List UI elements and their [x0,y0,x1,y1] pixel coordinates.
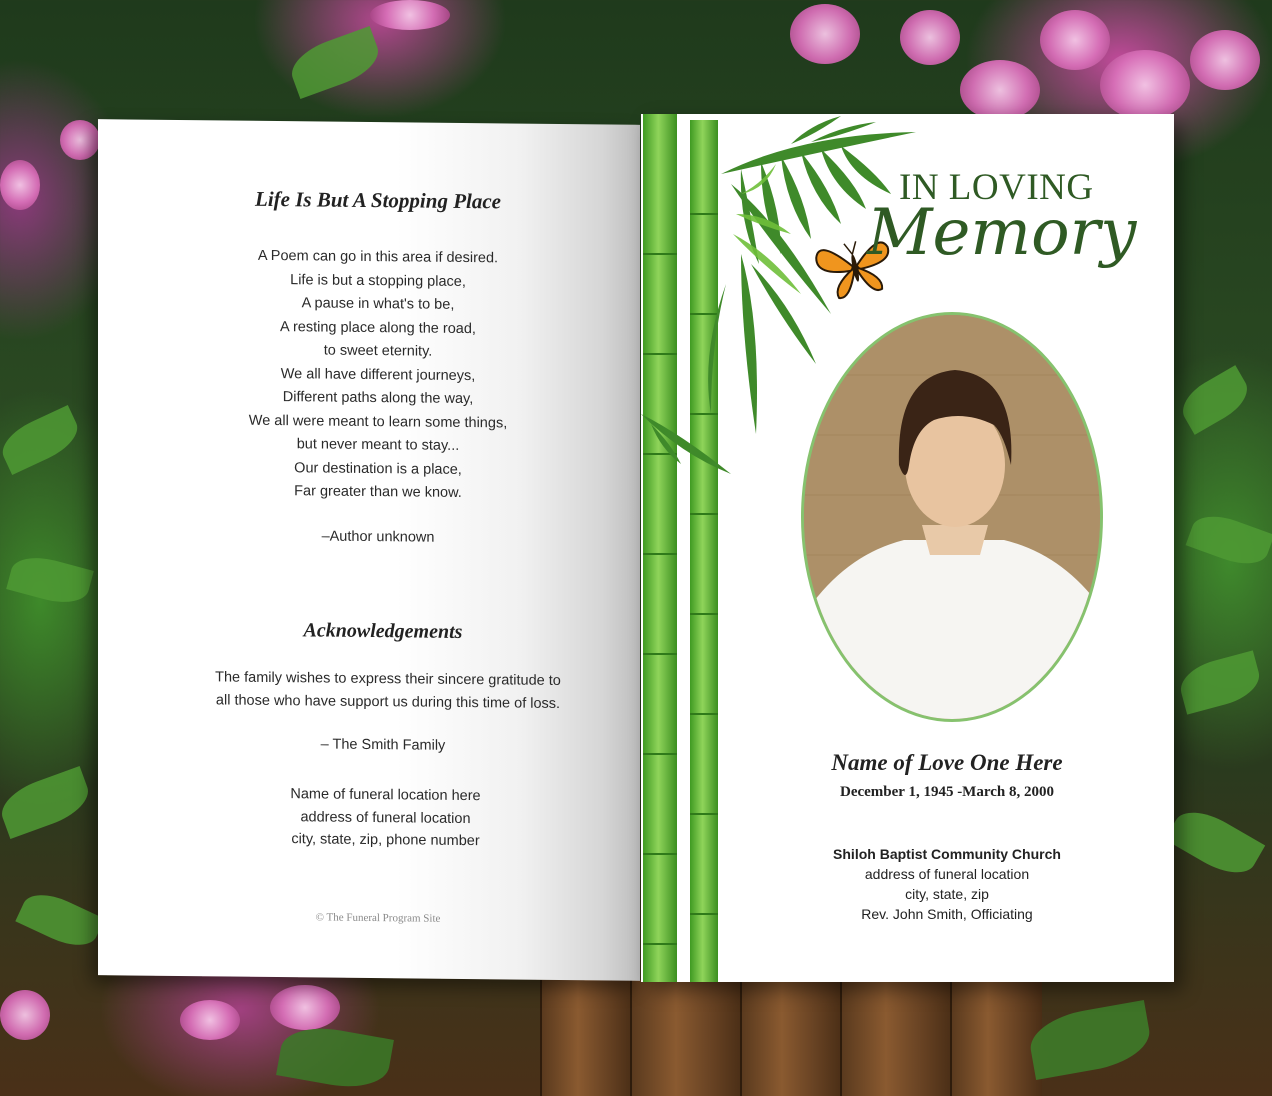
church-name: Shiloh Baptist Community Church [833,846,1061,862]
poem-line: We all were meant to learn some things, [248,412,508,431]
ack-line: all those who have support us during this time of loss. [215,692,561,713]
flower [960,60,1040,120]
flower [270,985,340,1030]
location-line: Name of funeral location here [290,786,481,805]
acknowledgements-title: Acknowledgements [303,619,463,643]
wood-plank [840,980,952,1096]
portrait-photo [801,312,1103,722]
flower [60,120,100,160]
title-memory: Memory [867,196,1137,270]
wood-plank [740,980,842,1096]
flower [0,160,40,210]
service-line: Rev. John Smith, Officiating [861,906,1033,922]
wood-plank [950,980,1042,1096]
poem [98,243,658,507]
service-details [641,844,1253,924]
poem-line: but never meant to stay... [296,436,460,454]
flower [180,1000,240,1040]
person-portrait [804,315,1103,722]
service-line: address of funeral location [864,866,1030,882]
family-signature: – The Smith Family [320,736,446,754]
poem-author: –Author unknown [321,528,435,546]
leaf [15,885,104,955]
leaf [1026,1000,1155,1080]
poem-line: to sweet eternity. [323,342,433,360]
deceased-name: Name of Love One Here [831,750,1063,775]
wood-plank [630,980,742,1096]
service-line: city, state, zip [905,886,989,902]
copyright: © The Funeral Program Site [315,911,441,925]
flower [790,4,860,64]
poem-line: Life is but a stopping place, [290,271,466,290]
flower [900,10,960,65]
leaf [285,26,385,99]
leaf [0,405,85,475]
program-right-page [641,114,1174,982]
poem-line: A pause in what's to be, [301,295,455,313]
poem-line: Different paths along the way, [282,389,474,408]
location-line: city, state, zip, phone number [291,831,480,850]
leaf [276,1021,394,1094]
acknowledgements-text [98,665,678,717]
flower [1100,50,1190,120]
poem-line: Our destination is a place, [294,459,462,478]
leaf [1186,508,1272,573]
program-left-page [98,119,640,981]
poem-line: A Poem can go in this area if desired. [257,247,499,267]
poem-line: Far greater than we know. [294,483,462,501]
wood-plank [540,980,632,1096]
poem-line: A resting place along the road, [280,318,476,337]
funeral-location [98,781,673,855]
flower [1040,10,1110,70]
leaf [1176,650,1265,714]
flower [0,990,50,1040]
leaf [0,766,95,839]
title-in-loving: IN LOVING [899,167,1094,208]
flower [370,0,450,30]
flower [1190,30,1260,90]
poem-title: Life Is But A Stopping Place [255,186,501,214]
life-dates: December 1, 1945 -March 8, 2000 [840,784,1054,800]
location-line: address of funeral location [300,808,471,827]
leaf [6,550,94,609]
leaf [1175,365,1256,435]
ack-line: The family wishes to express their sincere gratitude to [215,669,561,690]
poem-line: We all have different journeys, [280,365,476,384]
